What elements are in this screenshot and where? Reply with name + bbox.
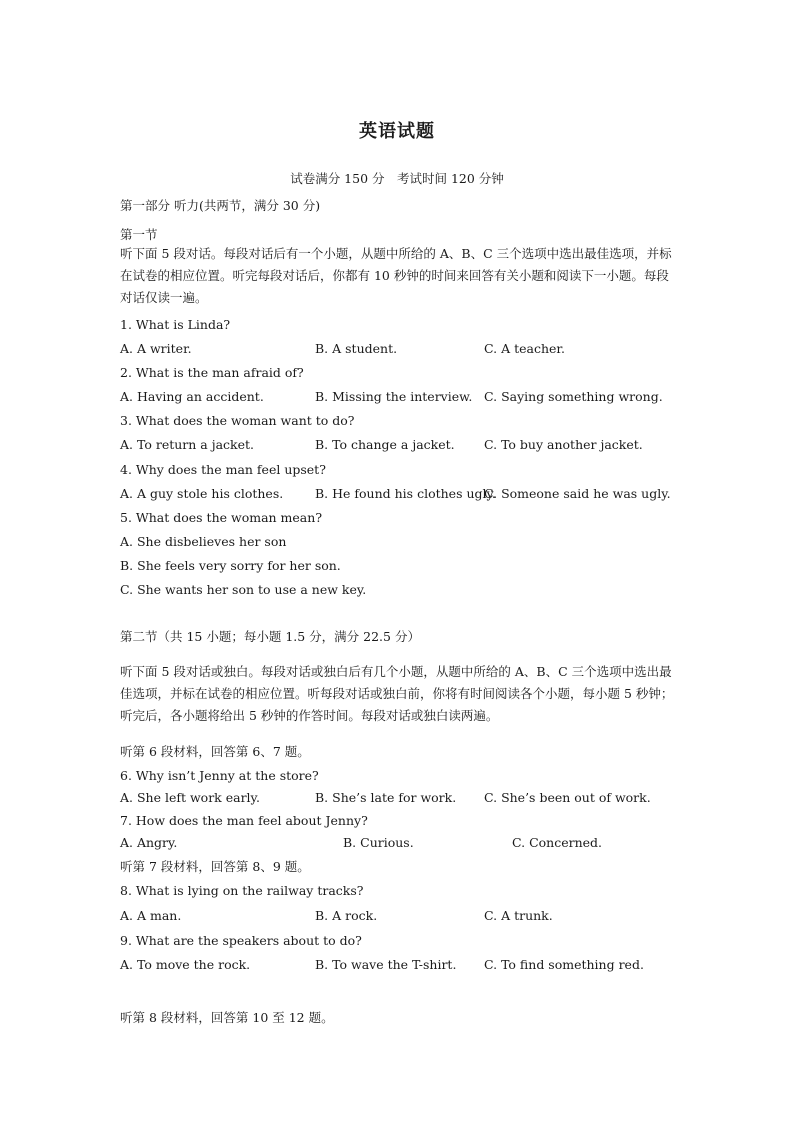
question-8: 8. What is lying on the railway tracks?: [120, 883, 364, 898]
q5-option-c: C. She wants her son to use a new key.: [120, 582, 367, 597]
q5-option-a: A. She disbelieves her son: [120, 534, 287, 549]
question-2: 2. What is the man afraid of?: [120, 365, 304, 380]
q7-option-b: B. Curious.: [343, 835, 414, 850]
q8-option-b: B. A rock.: [315, 908, 378, 923]
question-5: 5. What does the woman mean?: [120, 510, 323, 525]
q3-option-a: A. To return a jacket.: [120, 437, 255, 452]
section1-instructions: 听下面 5 段对话。每段对话后有一个小题，从题中所给的 A、B、C 三个选项中选出最佳选项，并标在试卷的相应位置。听完每段对话后，你都有 10 秒钟的时间来回答有关小题和阅读下一小题。每段对话仅读一遍。: [120, 246, 672, 305]
q8-option-a: A. A man.: [120, 908, 182, 923]
q1-option-a: A. A writer.: [120, 341, 192, 356]
material-6-note: 听第 6 段材料，回答第 6、7 题。: [120, 744, 310, 759]
q9-option-a: A. To move the rock.: [120, 957, 251, 972]
q2-option-a: A. Having an accident.: [120, 389, 264, 404]
q2-option-b: B. Missing the interview.: [315, 389, 473, 404]
q6-option-b: B. She’s late for work.: [315, 790, 457, 805]
q1-option-b: B. A student.: [315, 341, 398, 356]
q1-option-c: C. A teacher.: [484, 341, 565, 356]
question-3: 3. What does the woman want to do?: [120, 413, 355, 428]
q3-option-b: B. To change a jacket.: [315, 437, 455, 452]
q4-option-c: C. Someone said he was ugly.: [484, 486, 671, 501]
q5-option-b: B. She feels very sorry for her son.: [120, 558, 341, 573]
page-title: 英语试题: [359, 121, 435, 142]
q6-option-c: C. She’s been out of work.: [484, 790, 651, 805]
exam-info: 试卷满分 150 分 考试时间 120 分钟: [290, 171, 504, 186]
q4-option-a: A. A guy stole his clothes.: [120, 486, 284, 501]
part1-heading: 第一部分 听力(共两节，满分 30 分): [120, 198, 321, 213]
q7-option-a: A. Angry.: [120, 835, 178, 850]
q6-option-a: A. She left work early.: [120, 790, 260, 805]
question-4: 4. Why does the man feel upset?: [120, 462, 326, 477]
q7-option-c: C. Concerned.: [512, 835, 603, 850]
q3-option-c: C. To buy another jacket.: [484, 437, 643, 452]
q2-option-c: C. Saying something wrong.: [484, 389, 663, 404]
question-6: 6. Why isn’t Jenny at the store?: [120, 768, 319, 783]
material-8-note: 听第 8 段材料，回答第 10 至 12 题。: [120, 1010, 334, 1025]
question-1: 1. What is Linda?: [120, 317, 231, 332]
section2-instructions: 听下面 5 段对话或独白。每段对话或独白后有几个小题，从题中所给的 A、B、C 三个选项中选出最佳选项，并标在试卷的相应位置。听每段对话或独白前，你将有时间阅读各个小题，每小题 5 秒钟；听完后，各小题将给出 5 秒钟的作答时间。每段对话或独白读两遍。: [120, 664, 674, 723]
q9-option-b: B. To wave the T-shirt.: [315, 957, 457, 972]
question-7: 7. How does the man feel about Jenny?: [120, 813, 368, 828]
q4-option-b: B. He found his clothes ugly.: [315, 486, 496, 501]
question-9: 9. What are the speakers about to do?: [120, 933, 362, 948]
section1-heading: 第一节: [120, 227, 158, 242]
q9-option-c: C. To find something red.: [484, 957, 644, 972]
material-7-note: 听第 7 段材料，回答第 8、9 题。: [120, 859, 310, 874]
q8-option-c: C. A trunk.: [484, 908, 553, 923]
section2-heading: 第二节（共 15 小题；每小题 1.5 分，满分 22.5 分）: [120, 629, 420, 644]
